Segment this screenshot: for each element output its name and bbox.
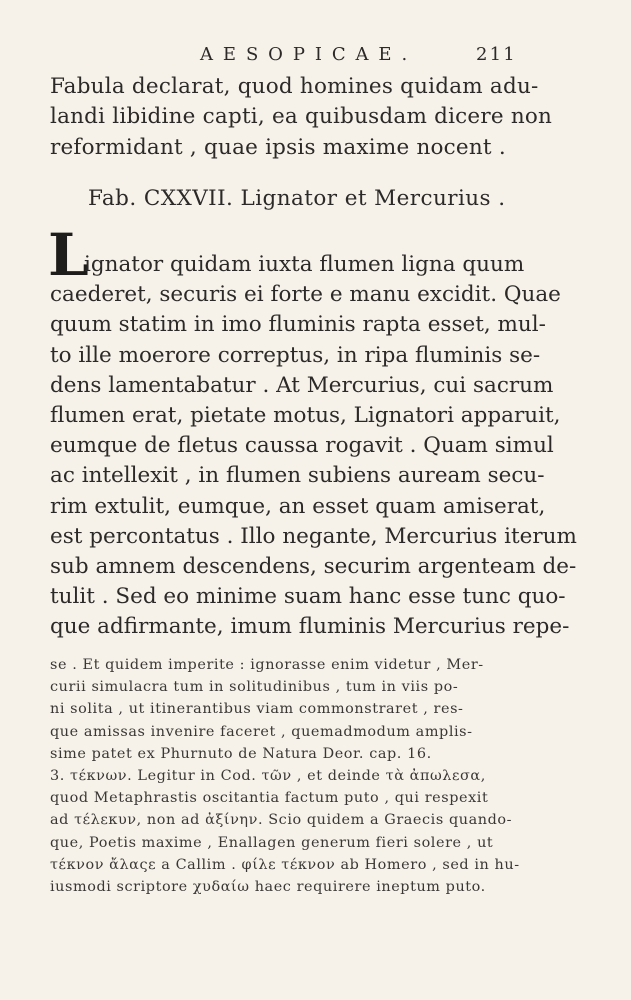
fable-body — [50, 250, 580, 642]
footnote-line: iusmodi scriptore χυδαίω haec requirere ineptum puto. — [50, 878, 486, 895]
text-line: ignator quidam iuxta flumen ligna quum — [84, 252, 525, 277]
text-line: ac intellexit , in flumen subiens auream secu- — [50, 463, 545, 489]
footnote-line: que amissas invenire faceret , quemadmodum amplis- — [50, 723, 473, 740]
footnote-line: sime patet ex Phurnuto de Natura Deor. cap. 16. — [50, 745, 432, 762]
footnote-line: curii simulacra tum in solitudinibus , tum in viis po- — [50, 679, 459, 696]
footnote-line: se . Et quidem imperite : ignorasse enim videtur , Mer- — [50, 657, 484, 673]
text-line: que adfirmante, imum fluminis Mercurius repe- — [50, 614, 570, 640]
text-line: Fabula declarat, quod homines quidam adu- — [50, 74, 539, 99]
footnote-line: 3. τέκνων. Legitur in Cod. τῶν , et deinde τὰ ἀπωλεσα, — [50, 767, 486, 784]
text-line: caederet, securis ei forte e manu excidit. Quae — [50, 282, 561, 308]
moral-paragraph — [50, 72, 580, 163]
footnote-line: ni solita , ut itinerantibus viam commonstraret , res- — [50, 701, 464, 718]
running-title: AESOPICAE. — [200, 44, 418, 65]
text-line: flumen erat, pietate motus, Lignatori apparuit, — [50, 402, 561, 428]
footnote-line: τέκνον ἄλαςε a Callim . φίλε τέκνον ab Homero , sed in hu- — [50, 856, 520, 873]
text-line: dens lamentabatur . At Mercurius, cui sacrum — [50, 372, 554, 398]
text-line: quum statim in imo fluminis rapta esset, mul- — [50, 312, 546, 338]
footnotes — [50, 654, 585, 898]
running-header — [0, 44, 631, 72]
page-number: 211 — [476, 44, 517, 65]
text-line: est percontatus . Illo negante, Mercurius iterum — [50, 523, 577, 549]
fable-title: Fab. CXXVII. Lignator et Mercurius . — [88, 186, 506, 211]
text-line: tulit . Sed eo minime suam hanc esse tunc quo- — [50, 584, 566, 610]
text-line: reformidant , quae ipsis maxime nocent . — [50, 134, 506, 160]
drop-cap: L — [48, 221, 89, 289]
text-line: landi libidine capti, ea quibusdam dicere non — [50, 104, 553, 130]
text-line: to ille moerore correptus, in ripa fluminis se- — [50, 342, 541, 368]
footnote-line: que, Poetis maxime , Enallagen generum fieri solere , ut — [50, 834, 494, 851]
text-line: sub amnem descendens, securim argenteam de- — [50, 553, 577, 579]
text-line: eumque de fletus caussa rogavit . Quam simul — [50, 433, 554, 459]
footnote-line: ad τέλεκυν, non ad ἀξίνην. Scio quidem a Graecis quando- — [50, 812, 513, 829]
footnote-line: quod Metaphrastis oscitantia factum puto , qui respexit — [50, 790, 489, 807]
text-line: rim extulit, eumque, an esset quam amiserat, — [50, 493, 546, 519]
